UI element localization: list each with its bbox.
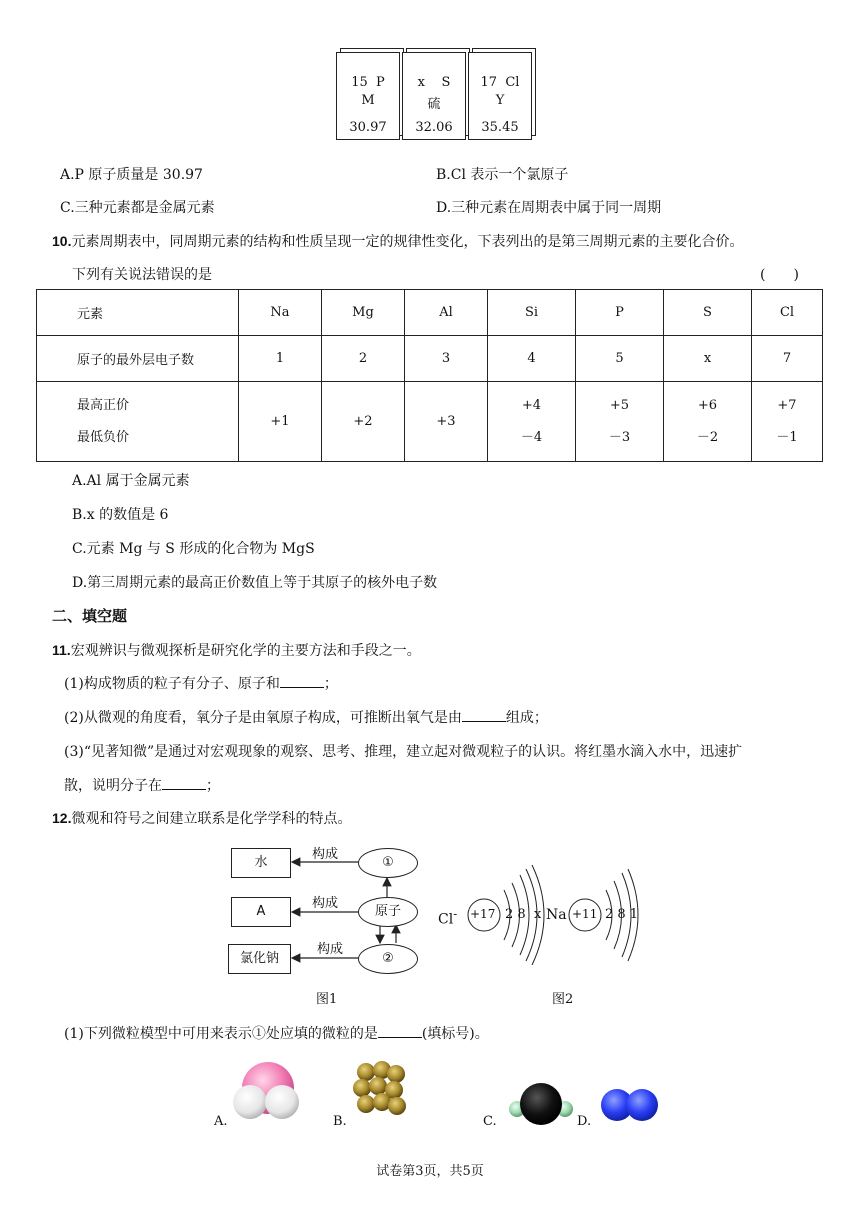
part-text: ； [206,778,220,794]
model-b-icon [353,1061,406,1115]
table-cell: S [664,290,752,336]
element-symbol: S [441,75,451,90]
part-text: (填标号)。 [421,1026,489,1042]
element-name: 硫 [427,97,441,112]
option-label-c[interactable]: C. [483,1114,497,1129]
model-c-icon [509,1083,573,1125]
part-text: ； [323,676,338,692]
q10-option-b: B.x 的数值是 6 [72,507,169,523]
table-cell: 3 [405,336,488,382]
q10-text: 元素周期表中，同周期元素的结构和性质呈现一定的规律性变化，下表列出的是第三周期元素的主要化合价。 [71,234,744,250]
page-footer: 试卷第3页，共5页 [376,1164,484,1179]
table-cell: Cl [752,290,823,336]
q10-option-a: A.Al 属于金属元素 [72,473,190,489]
sodium-nucleus: +11 [572,907,598,921]
min-valence: －3 [608,429,631,445]
table-cell: 原子的最外层电子数 [37,336,239,382]
table-cell: 元素 [37,290,239,336]
charge-text: - [453,907,458,921]
atomic-number: x [417,75,425,90]
max-valence: +7 [777,397,797,413]
model-d-icon [601,1089,658,1121]
sodium-symbol: Na [546,907,567,923]
ellipse-1: ① [358,848,418,878]
min-valence: －2 [696,429,719,445]
atomic-mass: 30.97 [349,120,387,135]
table-cell: P [576,290,664,336]
element-name: M [361,93,375,108]
q12-part-1 [64,1023,489,1043]
box-sodium-chloride: 氯化钠 [228,944,291,974]
figure-2-caption: 图2 [552,992,574,1007]
atomic-number: 15 [351,75,368,90]
label-max: 最高正价 [77,397,130,413]
answer-paren: ( ) [760,267,799,283]
min-valence: －1 [776,429,798,445]
table-cell: 1 [239,336,322,382]
answer-blank[interactable] [378,1023,422,1038]
table-cell: 5 [576,336,664,382]
max-valence: +6 [697,397,718,413]
table-cell: 4 [488,336,576,382]
question-number: 11. [52,642,71,658]
ellipse-2: ② [358,944,418,974]
q9-option-c: C.三种元素都是金属元素 [60,200,215,216]
label-min: 最低负价 [77,429,130,445]
q9-option-b: B.Cl 表示一个氯原子 [436,167,569,183]
element-symbol: Cl [505,75,520,90]
figure-1-caption: 图1 [316,992,338,1007]
table-cell: Na [239,290,322,336]
chlorine-electrons: 2 8 x [505,907,542,922]
option-label-a[interactable]: A. [214,1114,228,1129]
max-valence: +4 [521,397,542,413]
q9-option-a: A.P 原子质量是 30.97 [60,167,203,183]
table-cell: +1 [239,382,322,462]
q11-text: 宏观辨识与微观探析是研究化学的主要方法和手段之一。 [70,643,421,659]
box-water: 水 [231,848,291,878]
molecule-models [0,1050,860,1140]
table-cell: 2 [322,336,405,382]
q10-option-c: C.元素 Mg 与 S 形成的化合物为 MgS [72,541,315,557]
table-cell: x [664,336,752,382]
option-label-d[interactable]: D. [577,1114,592,1129]
atomic-number: 17 [480,75,498,90]
table-cell: +2 [322,382,405,462]
model-a-icon [233,1062,299,1119]
part-text: (2)从微观的角度看，氧分子是由氧原子构成，可推断出氧气是由 [64,710,462,726]
table-cell: Al [405,290,488,336]
question-number: 12. [52,810,72,826]
part-text: (1)下列微粒模型中可用来表示①处应填的微粒的是 [64,1026,378,1042]
q10-text-2: 下列有关说法错误的是 [72,267,212,283]
ellipse-atom: 原子 [358,897,418,927]
max-valence: +5 [609,397,630,413]
sodium-electrons: 2 8 1 [605,907,639,922]
section-title: 二、填空题 [52,607,128,625]
part-text: 散，说明分子在 [64,778,162,794]
q9-option-d: D.三种元素在周期表中属于同一周期 [436,200,662,216]
chlorine-symbol [438,907,457,928]
part-text: (1)构成物质的粒子有分子、原子和 [64,676,280,692]
q11-part-3: (3)“见著知微”是通过对宏观现象的观察、思考、推理，建立起对微观粒子的认识。将红墨水滴入水中，迅速扩 [64,744,743,760]
q10-option-d: D.第三周期元素的最高正价数值上等于其原子的核外电子数 [72,575,438,591]
table-cell: Mg [322,290,405,336]
table-cell: Si [488,290,576,336]
question-number: 10. [52,233,72,249]
element-name: Y [495,93,505,108]
part-text: 组成； [505,710,548,726]
element-symbol: P [376,75,385,90]
label-constitute: 构成 [312,896,339,911]
symbol-text: Cl [438,911,454,928]
table-cell: 7 [752,336,823,382]
q12-text: 微观和符号之间建立联系是化学学科的特点。 [71,811,352,827]
label-constitute: 构成 [312,847,339,862]
table-cell: +3 [405,382,488,462]
atomic-mass: 32.06 [415,120,453,135]
atomic-mass: 35.45 [481,120,519,135]
label-constitute: 构成 [317,942,344,957]
min-valence: －4 [520,429,543,445]
box-a: A [231,897,291,927]
option-label-b[interactable]: B. [333,1114,347,1129]
chlorine-nucleus: +17 [470,907,496,921]
